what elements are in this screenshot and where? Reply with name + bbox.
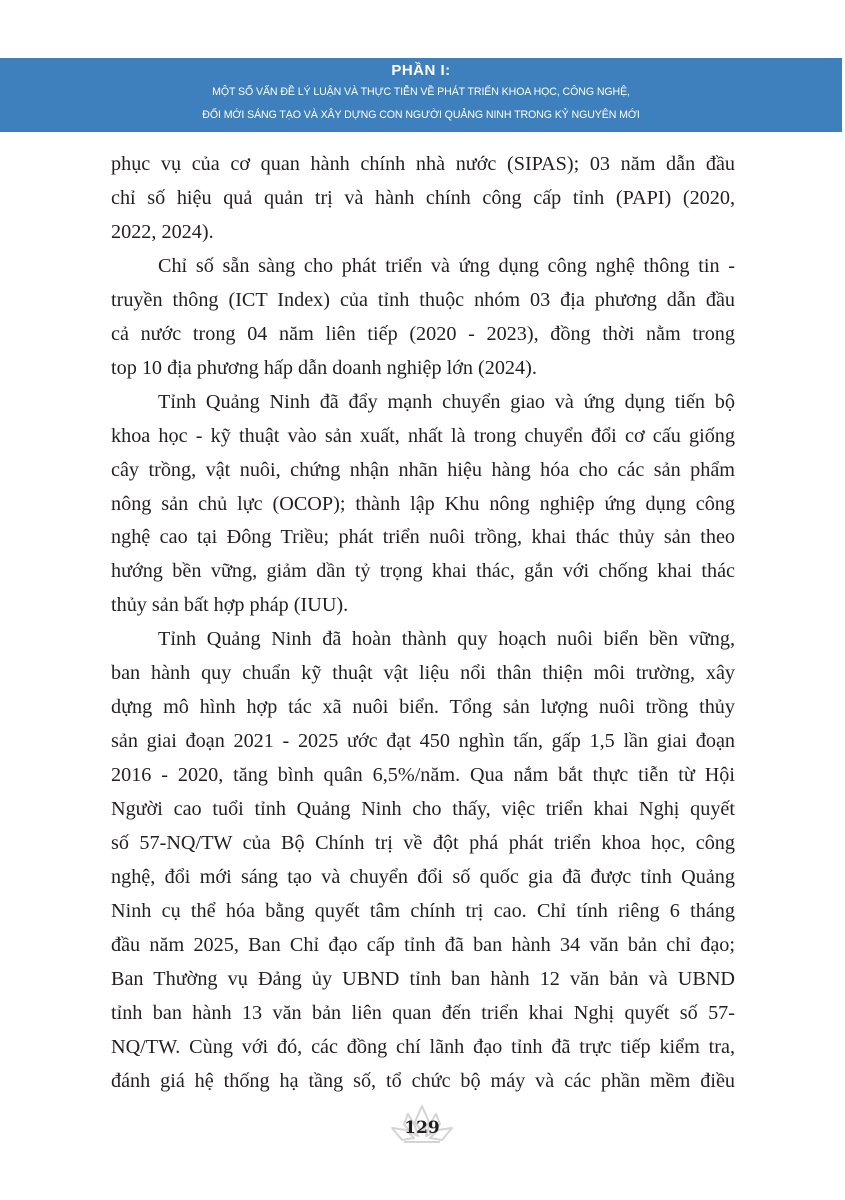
- text-line: tỉnh ban hành 13 văn bản liên quan đến triển khai Nghị quyết số 57-: [111, 1001, 735, 1024]
- page-footer: [382, 1102, 462, 1152]
- text-line: dựng mô hình hợp tác xã nuôi biển. Tổng sản lượng nuôi trồng thủy: [111, 696, 735, 719]
- paragraph-first-line: Tỉnh Quảng Ninh đã đẩy mạnh chuyển giao và ứng dụng tiến bộ: [158, 390, 735, 413]
- part-label: PHẦN I:: [391, 62, 451, 79]
- text-line: cây trồng, vật nuôi, chứng nhận nhãn hiệu hàng hóa cho các sản phẩm: [111, 458, 735, 481]
- text-line: 2016 - 2020, tăng bình quân 6,5%/năm. Qua nắm bắt thực tiễn từ Hội: [111, 764, 735, 787]
- text-line: NQ/TW. Cùng với đó, các đồng chí lãnh đạo tỉnh đã trực tiếp kiểm tra,: [111, 1035, 735, 1058]
- text-line: thủy sản bất hợp pháp (IUU).: [111, 594, 349, 617]
- text-line: Ban Thường vụ Đảng ủy UBND tỉnh ban hành 12 văn bản và UBND: [111, 967, 735, 990]
- section-header-band: [0, 58, 842, 132]
- text-line: hướng bền vững, giảm dần tỷ trọng khai thác, gắn với chống khai thác: [111, 560, 735, 583]
- paragraph-first-line: Chỉ số sẵn sàng cho phát triển và ứng dụng công nghệ thông tin -: [158, 254, 735, 277]
- text-line: top 10 địa phương hấp dẫn doanh nghiệp lớn (2024).: [111, 356, 537, 379]
- section-title-line-2: ĐỔI MỚI SÁNG TẠO VÀ XÂY DỰNG CON NGƯỜI QUẢNG NINH TRONG KỶ NGUYÊN MỚI: [202, 109, 640, 121]
- page-number: 129: [404, 1118, 440, 1138]
- text-line: phục vụ của cơ quan hành chính nhà nước (SIPAS); 03 năm dẫn đầu: [111, 153, 735, 175]
- text-line: Ninh cụ thể hóa bằng quyết tâm chính trị cao. Chỉ tính riêng 6 tháng: [111, 899, 735, 922]
- text-line: số 57-NQ/TW của Bộ Chính trị về đột phá phát triển khoa học, công: [111, 832, 735, 855]
- paragraph-first-line: Tỉnh Quảng Ninh đã hoàn thành quy hoạch nuôi biển bền vững,: [158, 628, 735, 651]
- text-line: Người cao tuổi tỉnh Quảng Ninh cho thấy, việc triển khai Nghị quyết: [111, 798, 735, 821]
- section-title-line-1: MỘT SỐ VẤN ĐỀ LÝ LUẬN VÀ THỰC TIỄN VỀ PHÁT TRIỂN KHOA HỌC, CÔNG NGHỆ,: [212, 86, 630, 98]
- body-text: [111, 148, 735, 1099]
- text-line: đầu năm 2025, Ban Chỉ đạo cấp tỉnh đã ban hành 34 văn bản chỉ đạo;: [111, 933, 735, 956]
- text-line: nông sản chủ lực (OCOP); thành lập Khu nông nghiệp ứng dụng công: [111, 492, 735, 515]
- text-line: ban hành quy chuẩn kỹ thuật vật liệu nổi thân thiện môi trường, xây: [111, 662, 735, 685]
- text-line: cả nước trong 04 năm liên tiếp (2020 - 2023), đồng thời nằm trong: [111, 322, 735, 345]
- text-line: khoa học - kỹ thuật vào sản xuất, nhất là trong chuyển đổi cơ cấu giống: [111, 424, 735, 447]
- text-line: 2022, 2024).: [111, 220, 214, 243]
- text-line: chỉ số hiệu quả quản trị và hành chính công cấp tỉnh (PAPI) (2020,: [111, 186, 735, 209]
- text-line: sản giai đoạn 2021 - 2025 ước đạt 450 nghìn tấn, gấp 1,5 lần giai đoạn: [111, 730, 735, 753]
- text-line: truyền thông (ICT Index) của tỉnh thuộc nhóm 03 địa phương dẫn đầu: [111, 288, 735, 311]
- text-line: nghệ, đổi mới sáng tạo và chuyển đổi số quốc gia đã được tỉnh Quảng: [111, 866, 735, 889]
- text-line: đánh giá hệ thống hạ tầng số, tổ chức bộ máy và các phần mềm điều: [111, 1069, 735, 1092]
- text-line: nghệ cao tại Đông Triều; phát triển nuôi trồng, khai thác thủy sản theo: [111, 526, 735, 549]
